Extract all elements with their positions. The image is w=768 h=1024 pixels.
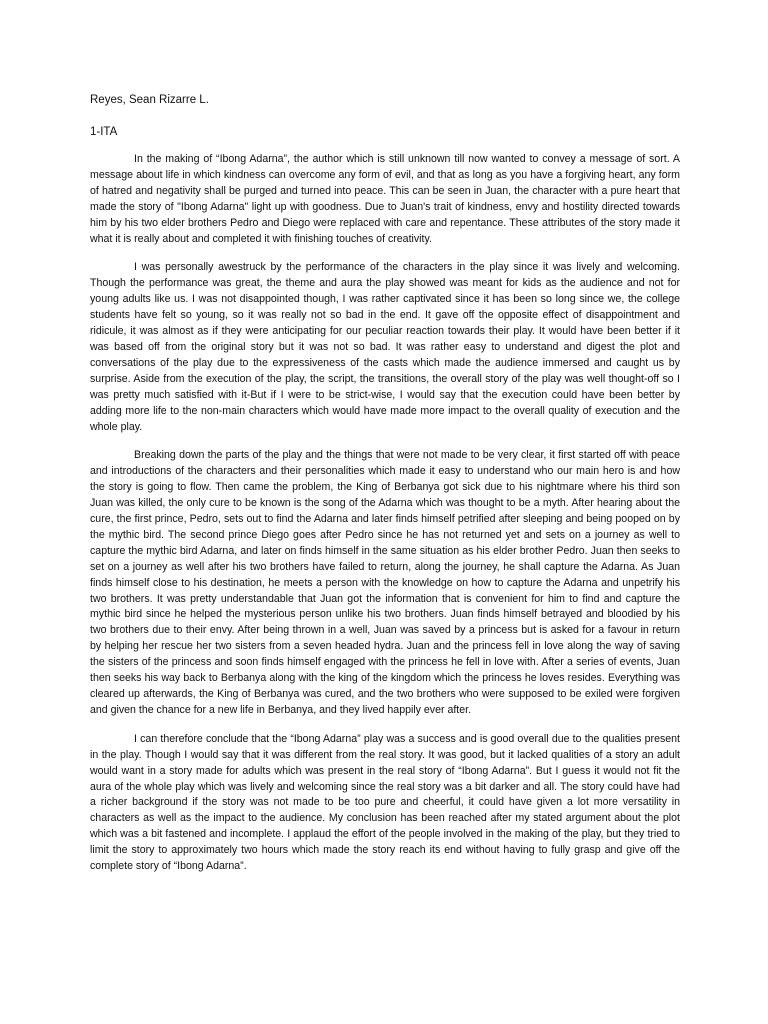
section-label: 1-ITA	[90, 126, 118, 138]
author-name: Reyes, Sean Rizarre L.	[90, 94, 209, 106]
document-page	[90, 92, 680, 888]
paragraph-plot: Breaking down the parts of the play and the things that were not made to be very clear, it first started off with peace and introductions of the characters and their personalities which made it easy to understand who our main hero is and how the story is going to flow. Then came the problem, the King of Berbanya got sick due to his nightmare where his third son Juan was killed, the only cure to be known is the song of the Adarna which was thought to be a myth. After hearing about the cure, the first prince, Pedro, sets out to find the Adarna and later finds himself petrified after sleeping and being pooped on by the mythic bird. The second prince Diego goes after Pedro since he has not returned yet and sets on a journey as well to capture the mythic bird Adarna, and later on finds himself in the same situation as his elder brother Pedro. Juan then seeks to set on a journey as well after his two brothers have failed to return, along the journey, he shall capture the Adarna. As Juan finds himself close to his destination, he meets a person with the knowledge on how to capture the Adarna and unpetrify his two brothers. It was pretty understandable that Juan got the information that is convenient for him to find and capture the mythic bird since he helped the mysterious person unlike his two brothers. Juan finds himself betrayed and bloodied by his two brothers due to their envy. After being thrown in a well, Juan was saved by a princess but is asked for a favour in return by helping her rescue her two sisters from a seven headed hydra. Juan and the princess fell in love along the way of saving the sisters of the princess and soon finds himself engaged with the princess he fell in love with. After a series of events, Juan then seeks his way back to Berbanya along with the king of the kingdom which the princess he loves resides. Everything was cleared up afterwards, the King of Berbanya was cured, and the two brothers who were supposed to be exiled were forgiven and given the chance for a new life in Berbanya, and they lived happily ever after.	[90, 449, 680, 716]
paragraph-performance: I was personally awestruck by the performance of the characters in the play since it was lively and welcoming. Though the performance was great, the theme and aura the play showed was meant for kids as the audience and not for young adults like us. I was not disappointed though, I was rather captivated since it has been so long since we, the college students have felt so young, so it was really not so bad in the end. It gave off the opposite effect of disappointment and ridicule, it was almost as if they were anticipating for our peculiar reaction towards their play. It would have been better if it was based off from the original story but it was not so bad. It was rather easy to understand and digest the plot and conversations of the play due to the expressiveness of the casts which made the audience immersed and caught us by surprise. Aside from the execution of the play, the script, the transitions, the overall story of the play was well thought-off so I was pretty much satisfied with it-But if I were to be strict-wise, I would say that the execution could have been better by adding more life to the non-main characters which would have made more impact to the overall quality of execution and the whole play.	[90, 261, 680, 433]
paragraph-conclusion: I can therefore conclude that the “Ibong Adarna” play was a success and is good overall due to the qualities present in the play. Though I would say that it was different from the real story. It was good, but it lacked qualities of a story an adult would want in a story made for adults which was present in the real story of “Ibong Adarna”. But I guess it would not fit the aura of the whole play which was lively and welcoming since the real story was a bit darker and all. The story could have had a richer background if the story was not made to be too pure and cheerful, it could have given a lot more versatility in characters as well as the impact to the audience. My conclusion has been reached after my stated argument about the plot which was a bit fastened and incomplete. I applaud the effort of the people involved in the making of the play, but they tried to limit the story to approximately two hours which made the story reach its end without having to fully grasp and give off the complete story of “Ibong Adarna”.	[90, 732, 680, 873]
paragraph-intro: In the making of “Ibong Adarna”, the author which is still unknown till now wanted to convey a message of sort. A message about life in which kindness can overcome any form of evil, and that as long as you have a forgiving heart, any form of hatred and negativity shall be purged and turned into peace. This can be seen in Juan, the character with a pure heart that made the story of "Ibong Adarna" light up with goodness. Due to Juan's trait of kindness, envy and hostility directed towards him by his two elder brothers Pedro and Diego were replaced with care and repentance. These attributes of the story made it what it is really about and completed it with finishing touches of creativity.	[90, 153, 680, 245]
